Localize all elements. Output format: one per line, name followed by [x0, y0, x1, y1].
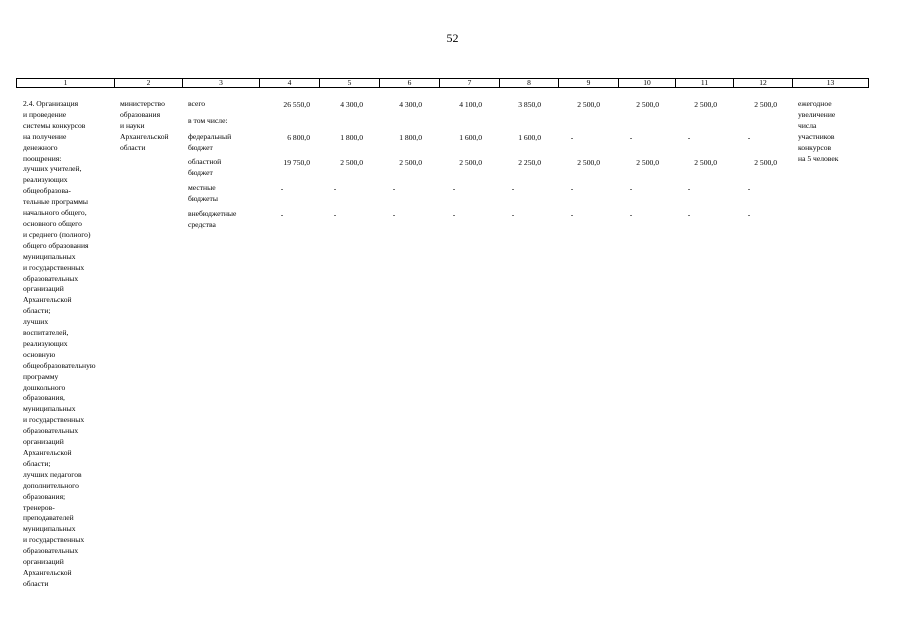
- header-cell-4: 4: [260, 79, 320, 87]
- result-line: конкурсов: [798, 142, 832, 152]
- activity-line: образования,: [23, 393, 65, 403]
- header-cell-11: 11: [676, 79, 734, 87]
- activity-line: муниципальных: [23, 251, 76, 261]
- source-value-cell: -: [392, 210, 396, 219]
- source-value-cell: -: [280, 210, 284, 219]
- activity-line: образовательных: [23, 426, 79, 436]
- header-cell-7: 7: [440, 79, 500, 87]
- source-value-cell: 1 800,0: [340, 133, 363, 142]
- header-cell-5: 5: [320, 79, 380, 87]
- source-value-cell: 2 500,0: [694, 100, 717, 109]
- activity-line: и среднего (полного): [23, 229, 91, 239]
- result-line: числа: [798, 120, 817, 130]
- source-label: федеральный бюджет: [188, 132, 232, 152]
- header-cell-10: 10: [619, 79, 676, 87]
- activity-line: на получение: [23, 131, 67, 141]
- source-label: в том числе:: [188, 116, 228, 125]
- activity-line: основную: [23, 349, 56, 359]
- source-value-cell: 4 300,0: [399, 100, 422, 109]
- source-value-cell: -: [687, 210, 691, 219]
- source-value-cell: 4 300,0: [340, 100, 363, 109]
- source-value-cell: 3 850,0: [518, 100, 541, 109]
- source-value-cell: -: [747, 184, 751, 193]
- header-cell-3: 3: [183, 79, 260, 87]
- source-value-cell: -: [747, 133, 751, 142]
- source-value-cell: 26 550,0: [283, 100, 310, 109]
- activity-line: области: [23, 578, 49, 588]
- source-value-cell: 1 600,0: [518, 133, 541, 142]
- executor-line: образования: [120, 109, 161, 119]
- activity-line: тренеров-: [23, 502, 55, 512]
- source-value-cell: -: [629, 133, 633, 142]
- activity-line: Архангельской: [23, 567, 72, 577]
- source-value-cell: 2 500,0: [340, 158, 363, 167]
- expected-result: [798, 99, 838, 164]
- result-line: ежегодное: [798, 99, 832, 108]
- source-value-cell: 1 800,0: [399, 133, 422, 142]
- source-value-cell: -: [392, 184, 396, 193]
- source-value-cell: 2 500,0: [636, 158, 659, 167]
- header-cell-12: 12: [734, 79, 793, 87]
- source-value-cell: 1 600,0: [459, 133, 482, 142]
- source-label: областной бюджет: [188, 157, 222, 177]
- source-value-cell: 2 500,0: [754, 158, 777, 167]
- source-value-cell: -: [570, 210, 574, 219]
- activity-line: муниципальных: [23, 404, 76, 414]
- activity-line: и государственных: [23, 262, 85, 272]
- source-value-cell: -: [570, 133, 574, 142]
- activity-description: [23, 99, 96, 590]
- activity-line: образовательных: [23, 273, 79, 283]
- executor-line: области: [120, 142, 146, 152]
- activity-line: организаций: [23, 437, 64, 447]
- source-value-cell: -: [280, 184, 284, 193]
- source-value-cell: 4 100,0: [459, 100, 482, 109]
- source-value-cell: 2 500,0: [694, 158, 717, 167]
- header-cell-2: 2: [115, 79, 183, 87]
- source-label: всего: [188, 99, 206, 108]
- result-line: увеличение: [798, 109, 836, 119]
- activity-line: воспитателей,: [23, 328, 69, 338]
- activity-line: системы конкурсов: [23, 120, 86, 130]
- activity-line: и проведение: [23, 109, 67, 119]
- source-label: местные бюджеты: [188, 183, 218, 203]
- activity-line: Архангельской: [23, 295, 72, 305]
- activity-line: дошкольного: [23, 382, 66, 392]
- activity-line: тельные программы: [23, 197, 89, 207]
- activity-line: и государственных: [23, 535, 85, 545]
- activity-line: общеобразовательную: [23, 360, 96, 370]
- activity-line: организаций: [23, 557, 64, 567]
- header-cell-9: 9: [559, 79, 619, 87]
- source-value-cell: -: [747, 210, 751, 219]
- activity-line: основного общего: [23, 218, 82, 228]
- source-value-cell: -: [333, 210, 337, 219]
- source-value-cell: -: [629, 184, 633, 193]
- column-number-header: [16, 78, 869, 88]
- executor-line: Архангельской: [120, 131, 169, 141]
- page-number: 52: [446, 31, 459, 45]
- source-value-cell: 2 500,0: [577, 100, 600, 109]
- result-line: участников: [798, 131, 835, 141]
- activity-line: области;: [23, 306, 51, 316]
- activity-line: реализующих: [23, 338, 68, 348]
- source-value-cell: -: [511, 210, 515, 219]
- activity-line: общеобразова-: [23, 186, 71, 196]
- source-value-cell: 19 750,0: [283, 158, 310, 167]
- source-value-cell: 2 500,0: [636, 100, 659, 109]
- source-value-cell: -: [452, 184, 456, 193]
- header-cell-13: 13: [826, 78, 835, 87]
- activity-line: Архангельской: [23, 448, 72, 457]
- source-value-cell: -: [511, 184, 515, 193]
- source-value-cell: 2 500,0: [399, 158, 422, 167]
- result-line: на 5 человек: [798, 153, 839, 163]
- activity-line: преподавателей: [23, 513, 74, 523]
- activity-line: денежного: [23, 142, 58, 152]
- header-cell-6: 6: [380, 79, 440, 87]
- header-cell-1: 1: [17, 79, 115, 87]
- activity-line: лучших педагогов: [23, 469, 82, 479]
- source-label: внебюджетные средства: [188, 209, 237, 229]
- activity-line: программу: [23, 371, 59, 381]
- header-cell-8: 8: [500, 79, 559, 87]
- activity-line: образовательных: [23, 546, 79, 556]
- activity-line: лучших: [23, 317, 49, 327]
- activity-line: начального общего,: [23, 208, 87, 218]
- activity-line: 2.4. Организация: [23, 99, 79, 108]
- source-value-cell: -: [687, 133, 691, 142]
- activity-line: организаций: [23, 284, 64, 294]
- executor-line: и науки: [120, 120, 145, 130]
- activity-line: и государственных: [23, 415, 85, 425]
- source-value-cell: 2 500,0: [754, 100, 777, 109]
- source-value-cell: -: [570, 184, 574, 193]
- activity-line: поощрения:: [23, 153, 62, 163]
- activity-line: области;: [23, 458, 51, 468]
- activity-line: общего образования: [23, 240, 89, 250]
- source-value-cell: -: [687, 184, 691, 193]
- activity-line: лучших учителей,: [23, 164, 82, 174]
- activity-line: муниципальных: [23, 524, 76, 534]
- source-value-cell: 2 500,0: [459, 158, 482, 167]
- source-value-cell: -: [629, 210, 633, 219]
- source-value-cell: 2 500,0: [577, 158, 600, 167]
- source-value-cell: 2 250,0: [518, 158, 541, 167]
- source-value-cell: -: [333, 184, 337, 193]
- executor-name: [120, 99, 169, 154]
- source-value-cell: 6 800,0: [287, 133, 310, 142]
- activity-line: дополнительного: [23, 480, 79, 490]
- activity-line: образования;: [23, 491, 66, 501]
- source-value-cell: -: [452, 210, 456, 219]
- executor-line: министерство: [120, 99, 165, 108]
- activity-line: реализующих: [23, 175, 68, 185]
